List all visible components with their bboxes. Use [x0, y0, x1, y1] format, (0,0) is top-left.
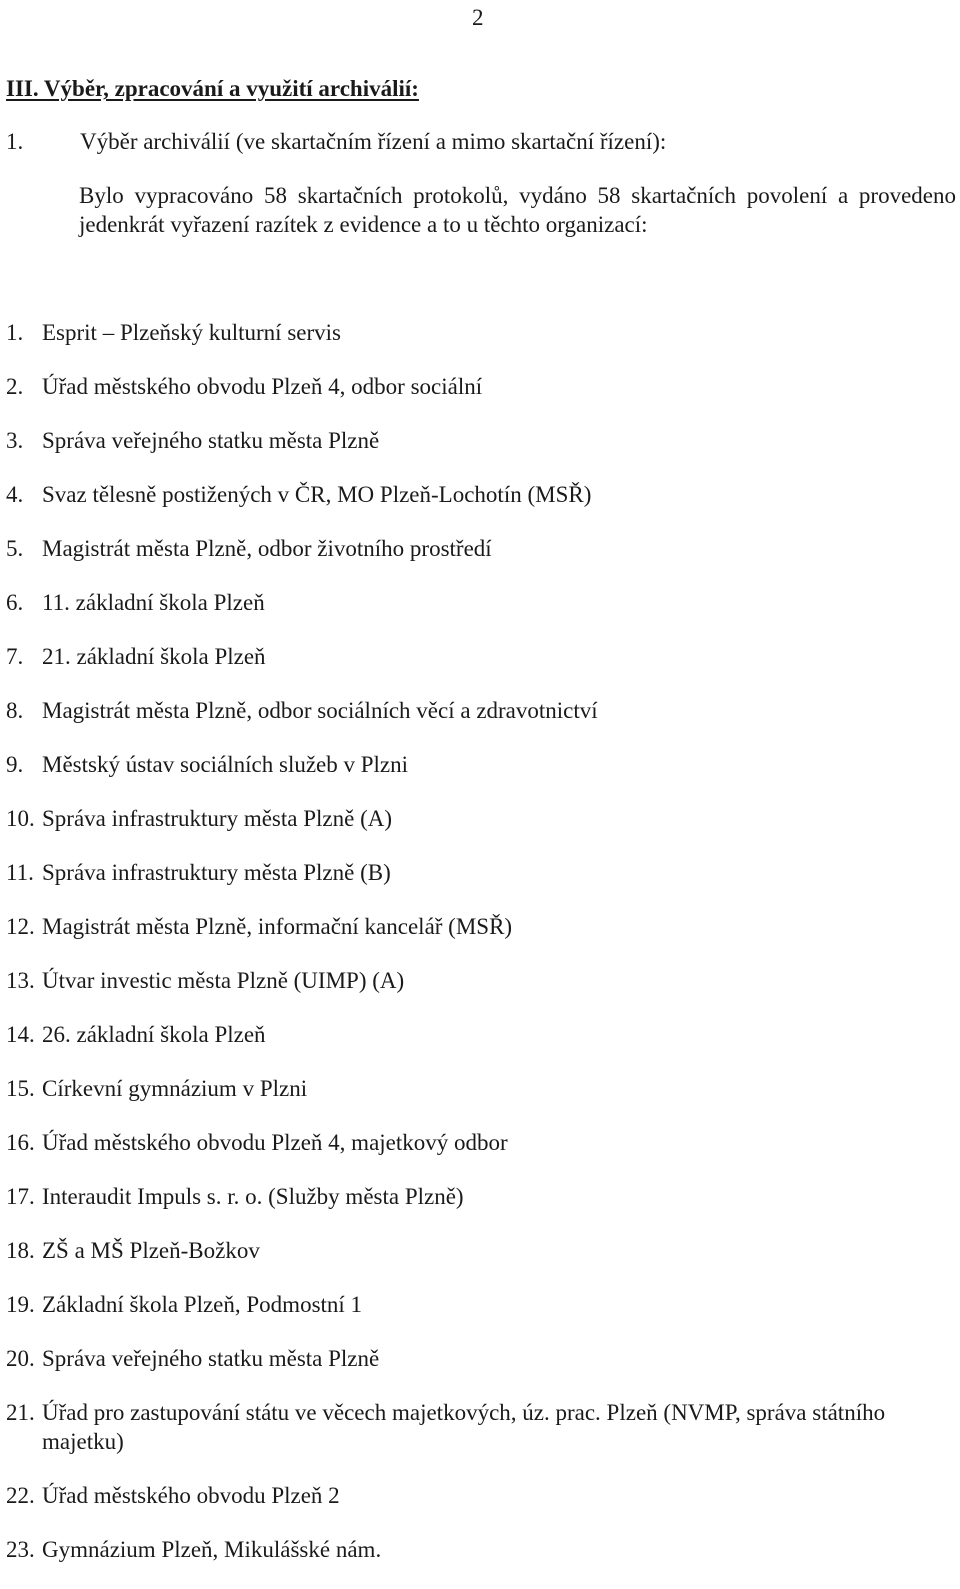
- list-item: [6, 426, 926, 455]
- item-number: 5.: [6, 536, 24, 561]
- list-item: [6, 804, 926, 833]
- list-item: [6, 588, 926, 617]
- item-name: 21. základní škola Plzeň: [42, 644, 266, 669]
- item-number: 20.: [6, 1346, 35, 1371]
- item-number: 14.: [6, 1022, 35, 1047]
- item-number: 22.: [6, 1483, 35, 1508]
- item-name: Úřad městského obvodu Plzeň 2: [42, 1483, 340, 1508]
- item-number: 17.: [6, 1184, 35, 1209]
- item-name: Základní škola Plzeň, Podmostní 1: [42, 1292, 363, 1317]
- item-name: Správa veřejného statku města Plzně: [42, 428, 380, 453]
- subsection-title: [6, 127, 666, 156]
- list-item: [6, 696, 926, 725]
- item-number: 21.: [6, 1400, 35, 1425]
- list-item: [6, 1535, 926, 1564]
- item-number: 23.: [6, 1537, 35, 1562]
- list-item: [6, 1481, 926, 1510]
- list-item: [6, 1290, 926, 1319]
- item-number: 9.: [6, 752, 24, 777]
- list-item: [6, 642, 926, 671]
- item-name: Magistrát města Plzně, informační kancelář (MSŘ): [42, 914, 513, 939]
- intro-paragraph: Bylo vypracováno 58 skartačních protokolů, vydáno 58 skartačních povolení a provedeno jedenkrát vyřazení razítek z evidence a to u těchto organizací:: [79, 183, 956, 237]
- list-item: [6, 1074, 926, 1103]
- item-number: 12.: [6, 914, 35, 939]
- subsection-text: Výběr archiválií (ve skartačním řízení a mimo skartační řízení):: [80, 129, 667, 154]
- item-number: 13.: [6, 968, 35, 993]
- item-number: 1.: [6, 320, 24, 345]
- item-name: Městský ústav sociálních služeb v Plzni: [42, 752, 409, 777]
- page-number: 2: [472, 5, 484, 30]
- item-name: Magistrát města Plzně, odbor sociálních věcí a zdravotnictví: [42, 698, 598, 723]
- section-heading: III. Výběr, zpracování a využití archiválií:: [6, 76, 419, 101]
- item-name: Úřad pro zastupování státu ve věcech majetkových, úz. prac. Plzeň (NVMP, správa státního majetku): [42, 1400, 886, 1454]
- item-number: 6.: [6, 590, 24, 615]
- item-name: Svaz tělesně postižených v ČR, MO Plzeň-Lochotín (MSŘ): [42, 482, 592, 507]
- item-name: Magistrát města Plzně, odbor životního prostředí: [42, 536, 492, 561]
- item-name: Útvar investic města Plzně (UIMP) (A): [42, 968, 405, 993]
- item-number: 16.: [6, 1130, 35, 1155]
- list-item: [6, 750, 926, 779]
- list-item: [6, 1128, 926, 1157]
- item-name: Správa infrastruktury města Plzně (B): [42, 860, 391, 885]
- item-name: Správa veřejného statku města Plzně: [42, 1346, 380, 1371]
- item-name: Úřad městského obvodu Plzeň 4, odbor sociální: [42, 374, 483, 399]
- list-item: [6, 966, 926, 995]
- item-name: Úřad městského obvodu Plzeň 4, majetkový odbor: [42, 1130, 508, 1155]
- item-name: ZŠ a MŠ Plzeň-Božkov: [42, 1238, 260, 1263]
- list-item: [6, 1236, 926, 1265]
- item-number: 4.: [6, 482, 24, 507]
- item-number: 15.: [6, 1076, 35, 1101]
- item-name: Esprit – Plzeňský kulturní servis: [42, 320, 341, 345]
- item-number: 10.: [6, 806, 35, 831]
- list-item: [6, 372, 926, 401]
- list-item: [6, 1398, 926, 1456]
- list-item: [6, 534, 926, 563]
- item-number: 19.: [6, 1292, 35, 1317]
- item-number: 8.: [6, 698, 24, 723]
- item-number: 11.: [6, 860, 34, 885]
- item-name: Správa infrastruktury města Plzně (A): [42, 806, 393, 831]
- list-item: [6, 318, 926, 347]
- item-number: 3.: [6, 428, 24, 453]
- item-number: 18.: [6, 1238, 35, 1263]
- list-item: [6, 912, 926, 941]
- item-name: Interaudit Impuls s. r. o. (Služby města Plzně): [42, 1184, 464, 1209]
- list-item: [6, 480, 926, 509]
- subsection-number: 1.: [6, 129, 24, 154]
- item-name: Gymnázium Plzeň, Mikulášské nám.: [42, 1537, 382, 1562]
- list-item: [6, 858, 926, 887]
- organization-list: [6, 318, 926, 1589]
- list-item: [6, 1344, 926, 1373]
- item-number: 7.: [6, 644, 24, 669]
- list-item: [6, 1182, 926, 1211]
- item-name: Církevní gymnázium v Plzni: [42, 1076, 308, 1101]
- item-name: 11. základní škola Plzeň: [42, 590, 265, 615]
- item-name: 26. základní škola Plzeň: [42, 1022, 266, 1047]
- item-number: 2.: [6, 374, 24, 399]
- list-item: [6, 1020, 926, 1049]
